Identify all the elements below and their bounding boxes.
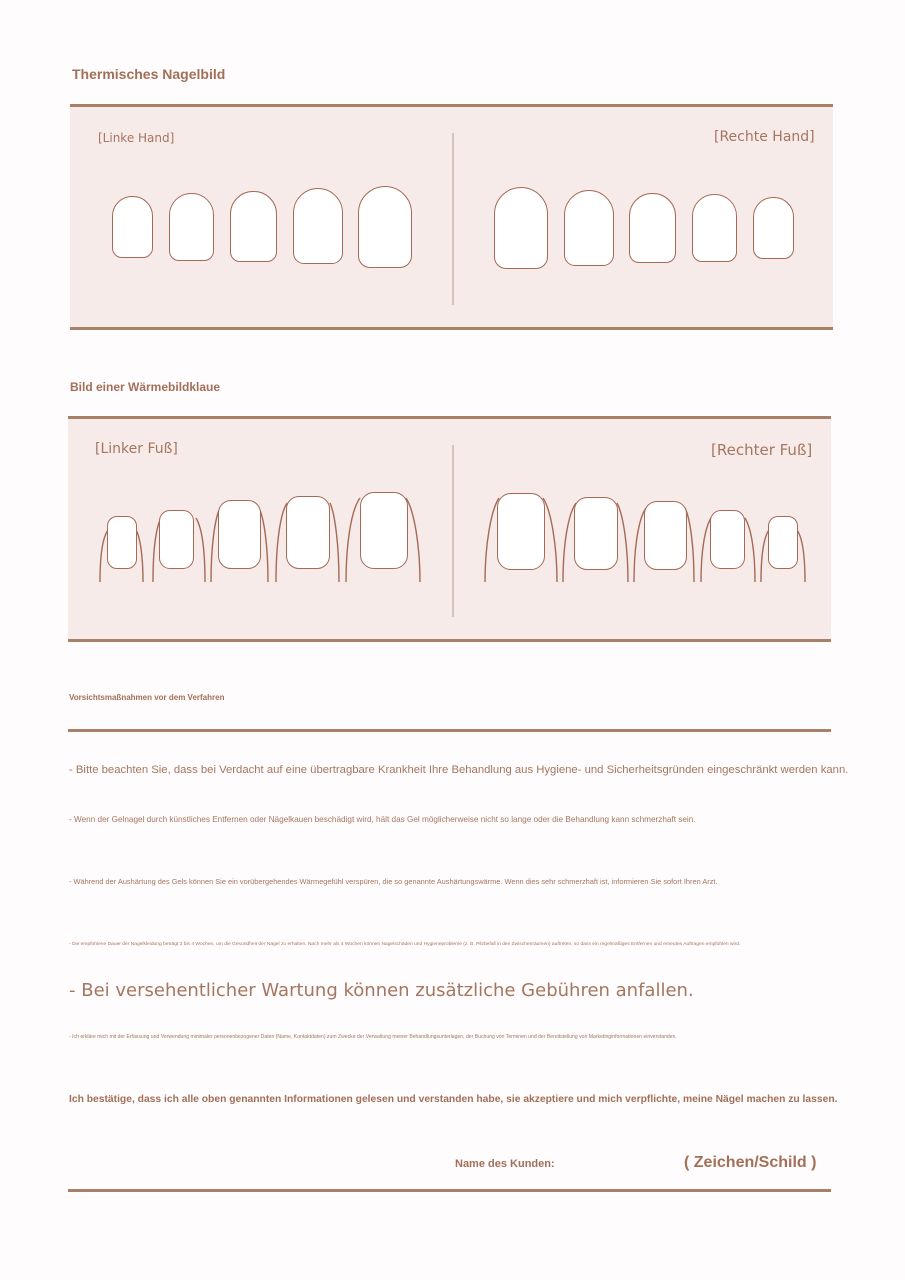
- customer-name-label: Name des Kunden:: [455, 1158, 555, 1170]
- signature-field[interactable]: ( Zeichen/Schild ): [684, 1154, 817, 1171]
- left-foot-nail-big[interactable]: [360, 492, 408, 569]
- left-foot-nail-fourth[interactable]: [159, 510, 194, 569]
- right-foot-label: [Rechter Fuß]: [711, 441, 813, 459]
- precaution-item: - Die empfohlene Dauer der Nagelkleidung beträgt 3 bis 4 Wochen, um die Gesundheit der Nägel zu erhalten. Nach mehr als 4 Wochen können Nagelschäden und Hygieneprobleme (z. B. Pilzbefall in den Zwischenräumen) auftreten, so dass ein regelmäßiges Entfernen und erneutes Auftragen empfohlen wird.: [69, 942, 741, 947]
- right-foot-nail-big[interactable]: [497, 493, 545, 570]
- right-foot-nail-middle[interactable]: [644, 501, 687, 570]
- confirmation-statement: Ich bestätige, dass ich alle oben genannten Informationen gelesen und verstanden habe, sie akzeptiere und mich verpflichte, meine Nägel machen zu lassen.: [69, 1094, 838, 1105]
- precautions-title: Vorsichtsmaßnahmen vor dem Verfahren: [69, 693, 225, 702]
- left-foot-label: [Linker Fuß]: [95, 441, 178, 457]
- foot-section-title: Bild einer Wärmebildklaue: [70, 380, 221, 394]
- precaution-item: - Während der Aushärtung des Gels können Sie ein vorübergehendes Wärmegefühl verspüren, die so genannte Aushärtungswärme. Wenn dies sehr schmerzhaft ist, informieren Sie sofort Ihren Arzt.: [69, 877, 718, 886]
- right-foot-nail-second[interactable]: [574, 497, 618, 570]
- precaution-item: - Wenn der Gelnagel durch künstliches Entfernen oder Nägelkauen beschädigt wird, hält das Gel möglicherweise nicht so lange oder die Behandlung kann schmerzhaft sein.: [69, 815, 696, 824]
- left-hand-label: [Linke Hand]: [98, 131, 175, 145]
- precautions-rule: [68, 729, 831, 732]
- left-foot-nail-small[interactable]: [107, 516, 137, 569]
- hand-section-title: Thermisches Nagelbild: [72, 66, 226, 82]
- signature-rule: [68, 1189, 831, 1192]
- precaution-item-emphasis: - Bei versehentlicher Wartung können zusätzliche Gebühren anfallen.: [69, 980, 694, 1001]
- right-hand-label: [Rechte Hand]: [714, 129, 815, 145]
- right-foot-nail-small[interactable]: [768, 516, 798, 569]
- precaution-item: - Ich erkläre mich mit der Erfassung und Verwendung minimaler personenbezogener Daten (Name, Kontaktdaten) zum Zwecke der Verwaltung meiner Behandlungsunterlagen, der Buchung von Terminen und der Bereitstellung von Marketinginformationen einverstanden.: [69, 1034, 677, 1040]
- left-foot-nail-second[interactable]: [286, 496, 330, 569]
- right-foot-nail-fourth[interactable]: [710, 510, 745, 569]
- precaution-item: - Bitte beachten Sie, dass bei Verdacht auf eine übertragbare Krankheit Ihre Behandlung aus Hygiene- und Sicherheitsgründen eingeschränkt werden kann.: [69, 764, 849, 776]
- left-foot-nail-middle[interactable]: [218, 500, 261, 569]
